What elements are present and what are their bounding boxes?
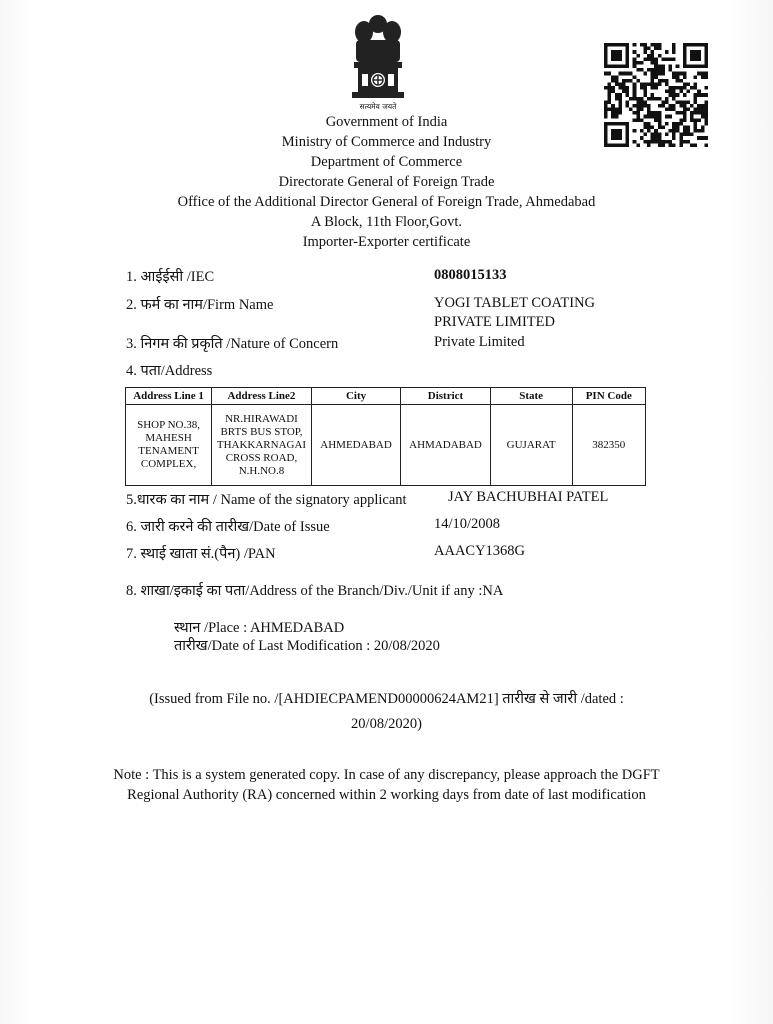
cell-address-line2: NR.HIRAWADI BRTS BUS STOP, THAKKARNAGAI CROSS ROAD, N.H.NO.8 <box>212 405 312 486</box>
last-modification-line: तारीख/Date of Last Modification : 20/08/2020 <box>174 638 440 654</box>
address-label: 4. पता/Address <box>126 363 213 379</box>
header-directorate: Directorate General of Foreign Trade <box>278 174 495 190</box>
firm-name-label: 2. फर्म का नाम/Firm Name <box>126 297 274 313</box>
note-line2: Regional Authority (RA) concerned within 2 working days from date of last modification <box>127 787 646 803</box>
table-row <box>126 405 646 486</box>
col-state: State <box>490 388 572 405</box>
header-government: Government of India <box>325 114 448 130</box>
signatory-label: 5.धारक का नाम / Name of the signatory applicant <box>126 492 407 508</box>
cell-pin: 382350 <box>572 405 645 486</box>
place-line: स्थान /Place : AHMEDABAD <box>174 620 345 636</box>
date-of-issue-label: 6. जारी करने की तारीख/Date of Issue <box>126 519 330 535</box>
issuing-authority-header <box>0 112 773 252</box>
pan-value: AAACY1368G <box>434 543 526 559</box>
header-address: A Block, 11th Floor,Govt. <box>310 214 463 230</box>
certificate-title: Importer-Exporter certificate <box>302 234 471 250</box>
col-pin: PIN Code <box>572 388 645 405</box>
cell-city: AHMEDABAD <box>311 405 400 486</box>
nature-value: Private Limited <box>434 334 525 350</box>
ashoka-emblem-icon <box>346 10 410 112</box>
signatory-value: JAY BACHUBHAI PATEL <box>448 489 609 505</box>
col-address-line1: Address Line 1 <box>126 388 212 405</box>
cell-state: GUJARAT <box>490 405 572 486</box>
iec-value: 0808015133 <box>434 267 507 283</box>
header-department: Department of Commerce <box>310 154 463 170</box>
iec-label: 1. आईईसी /IEC <box>126 269 215 285</box>
address-table-header-row <box>126 388 646 405</box>
firm-name-value-line1: YOGI TABLET COATING <box>434 295 596 311</box>
pan-label: 7. स्थाई खाता सं.(पैन) /PAN <box>126 546 276 562</box>
col-district: District <box>401 388 490 405</box>
cell-district: AHMADABAD <box>401 405 490 486</box>
firm-name-value-line2: PRIVATE LIMITED <box>434 314 555 330</box>
header-ministry: Ministry of Commerce and Industry <box>281 134 492 150</box>
note-line1: Note : This is a system generated copy. In case of any discrepancy, please approach the DGFT <box>113 767 660 783</box>
emblem-motto: सत्यमेव जयते <box>359 102 397 111</box>
address-table <box>125 387 646 486</box>
cell-address-line1: SHOP NO.38, MAHESH TENAMENT COMPLEX, <box>126 405 212 486</box>
col-city: City <box>311 388 400 405</box>
date-of-issue-value: 14/10/2008 <box>434 516 501 532</box>
branch-address-label: 8. शाखा/इकाई का पता/Address of the Branch/Div./Unit if any :NA <box>126 583 504 599</box>
issued-file-line1: (Issued from File no. /[AHDIECPAMEND00000624AM21] तारीख से जारी /dated : <box>149 691 624 707</box>
nature-label: 3. निगम की प्रकृति /Nature of Concern <box>126 336 339 352</box>
col-address-line2: Address Line2 <box>212 388 312 405</box>
header-office: Office of the Additional Director General of Foreign Trade, Ahmedabad <box>177 194 596 210</box>
issued-file-line2: 20/08/2020) <box>351 716 422 732</box>
